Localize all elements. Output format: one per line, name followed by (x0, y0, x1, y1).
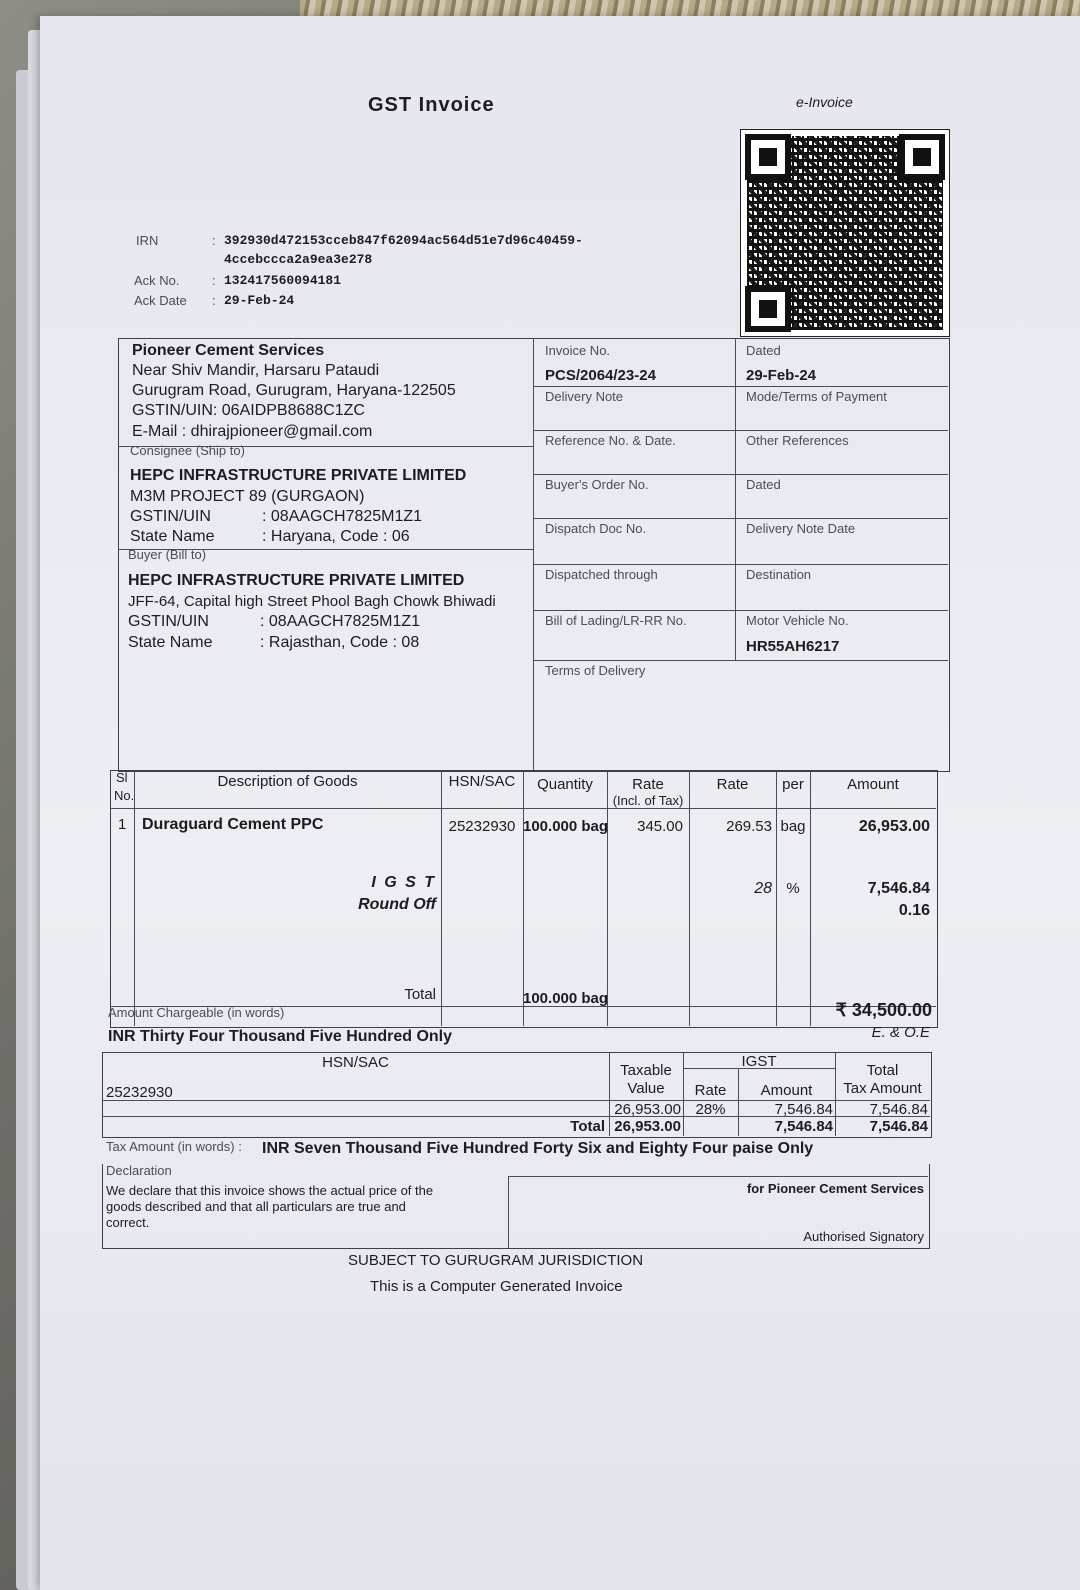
header-incl-of-tax: (Incl. of Tax) (612, 793, 684, 808)
item-rate-incl: 345.00 (637, 818, 683, 835)
order-dated-label: Dated (746, 477, 781, 492)
igst-per: % (786, 880, 800, 897)
tax-amount-header: Amount (760, 1082, 813, 1099)
igst-header: IGST (741, 1053, 777, 1070)
declaration-line3: correct. (106, 1215, 150, 1230)
seller-gstin: GSTIN/UIN: 06AIDPB8688C1ZC (132, 402, 365, 419)
authorised-signatory: Authorised Signatory (803, 1229, 924, 1244)
item-per: bag (780, 818, 806, 835)
tax-hsn-header: HSN/SAC (322, 1054, 389, 1071)
dated-value: 29-Feb-24 (746, 367, 817, 384)
row-divider (508, 1176, 928, 1177)
seller-name: Pioneer Cement Services (132, 342, 325, 359)
header-description: Description of Goods (217, 773, 358, 790)
irn-value-line1: 392930d472153cceb847f62094ac564d51e7d96c40459- (224, 233, 583, 248)
invoice-page (40, 16, 1080, 1590)
column-divider (533, 338, 534, 770)
column-divider (776, 770, 777, 1026)
ack-no-label: Ack No. (134, 273, 180, 288)
qr-code (740, 129, 950, 337)
header-quantity: Quantity (537, 776, 593, 793)
buyer-state-label: State Name (128, 634, 213, 651)
igst-label: I G S T (371, 874, 436, 891)
header-sl: Sl (116, 770, 128, 785)
delivery-note-label: Delivery Note (545, 389, 624, 404)
column-divider (134, 770, 135, 1026)
amount-words-label: Amount Chargeable (in words) (108, 1005, 285, 1020)
seller-address-line2: Gurugram Road, Gurugram, Haryana-122505 (132, 382, 456, 399)
ack-date-label: Ack Date (134, 293, 187, 308)
buyers-order-label: Buyer's Order No. (545, 477, 649, 492)
row-divider (533, 386, 948, 387)
header-rate: Rate (716, 776, 749, 793)
tax-in-words: INR Seven Thousand Five Hundred Forty Six and Eighty Four paise Only (262, 1140, 814, 1157)
igst-amount: 7,546.84 (867, 880, 930, 897)
colon: : (212, 273, 216, 288)
header-hsn: HSN/SAC (448, 773, 516, 790)
seller-address-line1: Near Shiv Mandir, Harsaru Pataudi (132, 362, 380, 379)
item-rate: 269.53 (726, 818, 772, 835)
tax-total-amount: 7,546.84 (774, 1118, 833, 1135)
consignee-gstin-label: GSTIN/UIN (130, 508, 211, 525)
row-divider (533, 610, 948, 611)
header-rate-incl: Rate (632, 776, 664, 793)
colon: : (212, 233, 216, 248)
tax-rate-header: Rate (694, 1082, 727, 1099)
dated-label: Dated (746, 343, 781, 358)
tax-words-label: Tax Amount (in words) : (106, 1139, 242, 1154)
consignee-address: M3M PROJECT 89 (GURGAON) (130, 488, 365, 505)
consignee-state-label: State Name (130, 528, 215, 545)
tax-total-taxable: 26,953.00 (614, 1118, 681, 1135)
tax-row-amount: 7,546.84 (774, 1101, 833, 1118)
round-off-amount: 0.16 (898, 902, 930, 919)
item-amount: 26,953.00 (858, 818, 930, 835)
amount-in-words: INR Thirty Four Thousand Five Hundred Only (108, 1028, 453, 1045)
other-references-label: Other References (746, 433, 849, 448)
total-quantity: 100.000 bag (523, 990, 609, 1007)
background-surface (300, 0, 1080, 16)
eoe-label: E. & O.E (871, 1024, 930, 1041)
items-total-label: Total (404, 986, 436, 1003)
round-off-label: Round Off (358, 896, 436, 913)
consignee-heading: Consignee (Ship to) (130, 443, 245, 458)
item-quantity: 100.000 bag (523, 818, 609, 835)
tax-row-taxable: 26,953.00 (614, 1101, 681, 1118)
header-per: per (782, 776, 804, 793)
column-divider (441, 770, 442, 1026)
declaration-line1: We declare that this invoice shows the actual price of the (106, 1183, 434, 1198)
tax-row-total: 7,546.84 (869, 1101, 928, 1118)
bill-of-lading-label: Bill of Lading/LR-RR No. (545, 613, 687, 628)
declaration-heading: Declaration (106, 1163, 172, 1178)
buyer-address: JFF-64, Capital high Street Phool Bagh Chowk Bhiwadi (128, 593, 496, 610)
row-divider (533, 474, 948, 475)
tax-total-tax: 7,546.84 (869, 1118, 928, 1135)
row-divider (533, 660, 948, 661)
item-description: Duraguard Cement PPC (142, 816, 324, 833)
column-divider (508, 1176, 509, 1248)
total-amount: ₹ 34,500.00 (835, 1000, 932, 1020)
row-divider (533, 564, 948, 565)
invoice-title: GST Invoice (368, 94, 495, 116)
consignee-gstin-value: : 08AAGCH7825M1Z1 (262, 508, 423, 525)
item-sl: 1 (118, 816, 127, 833)
motor-vehicle-value: HR55AH6217 (746, 638, 840, 655)
total-tax-header: Total (866, 1062, 899, 1079)
reference-label: Reference No. & Date. (545, 433, 676, 448)
row-divider (533, 518, 948, 519)
buyer-heading: Buyer (Bill to) (128, 547, 207, 562)
ack-date-value: 29-Feb-24 (224, 293, 295, 308)
buyer-gstin-value: : 08AAGCH7825M1Z1 (260, 613, 421, 630)
consignee-state-value: : Haryana, Code : 06 (262, 528, 410, 545)
irn-value-line2: 4ccebccca2a9ea3e278 (224, 252, 373, 267)
jurisdiction-note: SUBJECT TO GURUGRAM JURISDICTION (348, 1252, 644, 1269)
column-divider (523, 770, 524, 1026)
header-amount: Amount (847, 776, 899, 793)
buyer-state-value: : Rajasthan, Code : 08 (260, 634, 420, 651)
tax-row-hsn: 25232930 (106, 1084, 173, 1101)
consignee-name: HEPC INFRASTRUCTURE PRIVATE LIMITED (130, 467, 467, 484)
mode-terms-label: Mode/Terms of Payment (746, 389, 887, 404)
igst-rate: 28 (754, 880, 772, 897)
computer-generated-note: This is a Computer Generated Invoice (370, 1278, 623, 1295)
tax-row-rate: 28% (695, 1101, 726, 1118)
for-company: for Pioneer Cement Services (746, 1181, 924, 1196)
invoice-no-value: PCS/2064/23-24 (545, 367, 656, 384)
invoice-no-label: Invoice No. (545, 343, 611, 358)
taxable-header: Taxable (620, 1062, 672, 1079)
terms-of-delivery-label: Terms of Delivery (545, 663, 646, 678)
header-sl-no: No. (114, 788, 135, 803)
einvoice-label: e-Invoice (796, 94, 853, 110)
total-tax-amount-header: Tax Amount (843, 1080, 922, 1097)
dispatch-doc-label: Dispatch Doc No. (545, 521, 647, 536)
declaration-line2: goods described and that all particulars are true and (106, 1199, 406, 1214)
seller-email: E-Mail : dhirajpioneer@gmail.com (132, 423, 373, 440)
destination-label: Destination (746, 567, 812, 582)
item-hsn: 25232930 (448, 818, 516, 835)
colon: : (212, 293, 216, 308)
dispatched-through-label: Dispatched through (545, 567, 658, 582)
taxable-value-header: Value (627, 1080, 665, 1097)
buyer-gstin-label: GSTIN/UIN (128, 613, 209, 630)
motor-vehicle-label: Motor Vehicle No. (746, 613, 849, 628)
row-divider (533, 430, 948, 431)
tax-total-label: Total (570, 1118, 605, 1135)
buyer-name: HEPC INFRASTRUCTURE PRIVATE LIMITED (128, 572, 465, 589)
delivery-note-date-label: Delivery Note Date (746, 521, 856, 536)
ack-no-value: 132417560094181 (224, 273, 342, 288)
irn-label: IRN (136, 233, 159, 248)
